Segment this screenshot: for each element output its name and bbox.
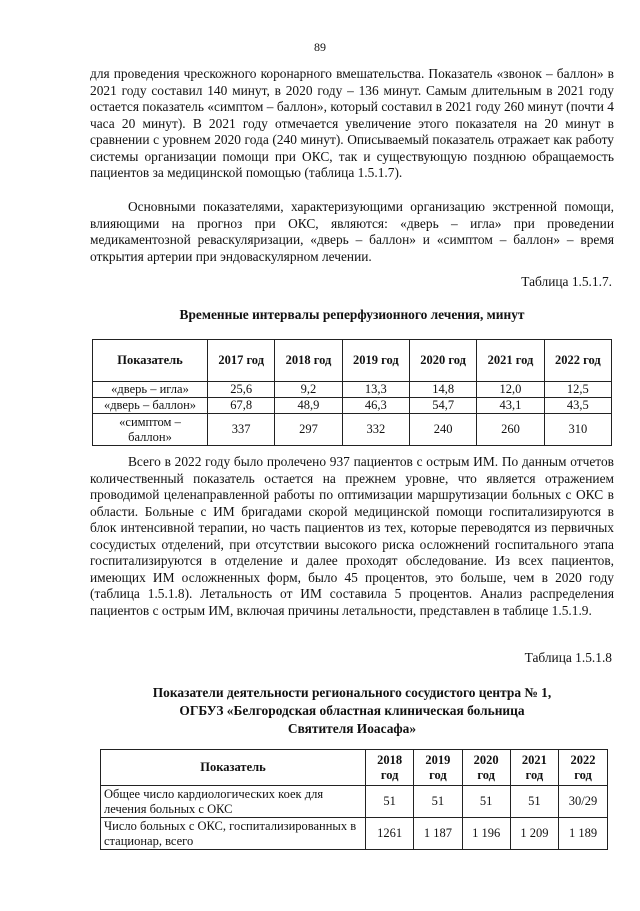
header-cell: 2018 год bbox=[366, 750, 414, 786]
cell: 260 bbox=[477, 414, 544, 446]
header-cell: 2018 год bbox=[275, 340, 342, 382]
cell: 51 bbox=[366, 786, 414, 818]
cell: 1261 bbox=[366, 818, 414, 850]
cell: 51 bbox=[462, 786, 510, 818]
paragraph-2: Основными показателями, характеризующими организацию экстренной помощи, влияющими на прогноз при ОКС, являются: «дверь – игла» при проведении медикаментозной реваскуляризации, «дверь – баллон» и «симптом – баллон» – время открытия артерии при эндоваскулярном лечении. bbox=[90, 199, 614, 264]
cell: 46,3 bbox=[342, 398, 409, 414]
cell: 48,9 bbox=[275, 398, 342, 414]
cell: 54,7 bbox=[409, 398, 476, 414]
reperfusion-table bbox=[92, 339, 612, 446]
page-number: 89 bbox=[314, 40, 326, 54]
header-cell: 2020 год bbox=[409, 340, 476, 382]
paragraph-3: Всего в 2022 году было пролечено 937 пациентов с острым ИМ. По данным отчетов количественный показатель остается на прежнем уровне, что является отражением проводимой целенаправленной работы по оптимизации маршрутизации больных с ОКС в области. Больные с ИМ бригадами скорой медицинской помощи госпитализируются в блок интенсивной терапии, но часть пациентов из тех, которые переводятся из первичных сосудистых отделений, при отсутствии высокого риска осложнений госпитального этапа госпитализируются в отделение и далее проходят обследование. Из всех пациентов, имеющих ИМ осложненных форм, было 45 процентов, это больше, чем в 2020 году (таблица 1.5.1.8). Летальность от ИМ составила 5 процентов. Анализ распределения пациентов с острым ИМ, включая причины летальности, представлен в таблице 1.5.1.9. bbox=[90, 454, 614, 618]
cell: 67,8 bbox=[208, 398, 275, 414]
cell: 43,5 bbox=[544, 398, 611, 414]
row-label: «дверь – баллон» bbox=[93, 398, 208, 414]
cell: 1 189 bbox=[559, 818, 608, 850]
cell: 310 bbox=[544, 414, 611, 446]
cell: 30/29 bbox=[559, 786, 608, 818]
cell: 332 bbox=[342, 414, 409, 446]
header-cell: 2017 год bbox=[208, 340, 275, 382]
table-row bbox=[101, 786, 608, 818]
table-2-label: Таблица 1.5.1.8 bbox=[524, 650, 612, 665]
table-2-title-line-1: Показатели деятельности регионального сосудистого центра № 1, bbox=[152, 685, 552, 700]
cell: 240 bbox=[409, 414, 476, 446]
header-cell: 2021 год bbox=[510, 750, 558, 786]
row-label: Число больных с ОКС, госпитализированных в стационар, всего bbox=[101, 818, 366, 850]
table-row bbox=[101, 818, 608, 850]
table-1-title: Временные интервалы реперфузионного лечения, минут bbox=[179, 307, 525, 322]
table-row bbox=[93, 398, 612, 414]
row-label: «симптом – баллон» bbox=[93, 414, 208, 446]
cell: 337 bbox=[208, 414, 275, 446]
table-1-label: Таблица 1.5.1.7. bbox=[521, 274, 612, 289]
cell: 43,1 bbox=[477, 398, 544, 414]
cell: 1 196 bbox=[462, 818, 510, 850]
cell: 51 bbox=[414, 786, 462, 818]
cell: 12,5 bbox=[544, 382, 611, 398]
table-row bbox=[93, 382, 612, 398]
cell: 12,0 bbox=[477, 382, 544, 398]
cell: 9,2 bbox=[275, 382, 342, 398]
vascular-center-table bbox=[100, 749, 608, 850]
cell: 297 bbox=[275, 414, 342, 446]
row-label: «дверь – игла» bbox=[93, 382, 208, 398]
table-2-title-line-3: Святителя Иоасафа» bbox=[287, 721, 417, 736]
header-cell: 2019 год bbox=[414, 750, 462, 786]
header-cell: 2022 год bbox=[544, 340, 611, 382]
table-header-row bbox=[101, 750, 608, 786]
paragraph-1: для проведения чрескожного коронарного вмешательства. Показатель «звонок – баллон» в 2021 году составил 140 минут, в 2020 году – 136 минут. Самым длительным в 2021 году остается показатель «симптом – баллон», который составил в 2021 году 260 минут (почти 4 часа 20 минут). В 2021 году отмечается увеличение этого показателя на 20 минут в сравнении с уровнем 2020 года (240 минут). Описываемый показатель отражает как работу системы организации помощи при ОКС, так и существующую позднюю обращаемость пациентов за медицинской помощью (таблица 1.5.1.7). bbox=[90, 66, 614, 180]
header-cell: 2020 год bbox=[462, 750, 510, 786]
table-2-title-line-2: ОГБУЗ «Белгородская областная клиническая больница bbox=[179, 703, 525, 718]
cell: 1 187 bbox=[414, 818, 462, 850]
header-cell: 2019 год bbox=[342, 340, 409, 382]
cell: 25,6 bbox=[208, 382, 275, 398]
header-cell: 2022 год bbox=[559, 750, 608, 786]
header-cell: 2021 год bbox=[477, 340, 544, 382]
header-cell: Показатель bbox=[93, 340, 208, 382]
table-header-row bbox=[93, 340, 612, 382]
cell: 1 209 bbox=[510, 818, 558, 850]
cell: 14,8 bbox=[409, 382, 476, 398]
table-row bbox=[93, 414, 612, 446]
cell: 51 bbox=[510, 786, 558, 818]
header-cell: Показатель bbox=[101, 750, 366, 786]
cell: 13,3 bbox=[342, 382, 409, 398]
row-label: Общее число кардиологических коек для лечения больных с ОКС bbox=[101, 786, 366, 818]
